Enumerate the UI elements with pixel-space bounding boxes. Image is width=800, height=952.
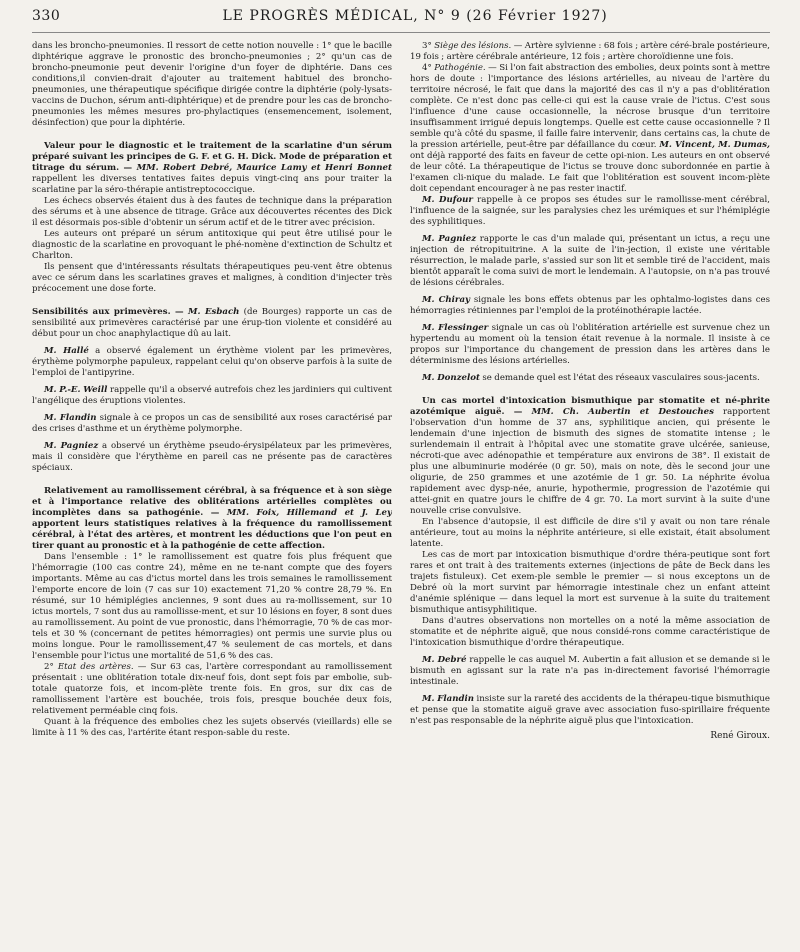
- page-number: 330: [32, 8, 61, 24]
- paragraph: dans les broncho-pneumonies. Il ressort de cette notion nouvelle : 1° que le bacille diphtérique aggrave le pronostic des broncho-pneumonies ; 2° qu'un cas de broncho-pneumonie peut devenir l'origine d'un foyer de diphtérie. Dans ces conditions,il convien-drait d'ajouter au traitement habituel des broncho-pneumonies, une thérapeutique spécifique dirigée contre la diphtérie (poly-lysats-vaccins de Duchon, sérum anti-diphtérique) et de prendre pour les cas de broncho-pneumonies les mêmes mesures pro-phylactiques (ensemencement, isolement, désinfection) que pour la diphtérie.: [32, 41, 392, 128]
- author-names: M. Dufour: [422, 195, 473, 205]
- paragraph: [32, 346, 392, 379]
- author-names: MM. Foix, Hillemand et J. Ley: [226, 508, 392, 518]
- paragraph: [410, 295, 770, 317]
- paragraph: [32, 141, 392, 196]
- text: rappelle qu'il a observé autrefois chez les jardiniers qui cultivent l'angélique des éruptions violentes.: [32, 385, 392, 406]
- text: insiste sur la rareté des accidents de la thérapeu-tique bismuthique et pense que la stomatite aiguë grave avec association fuso-spirillaire fréquente n'est pas responsable de la néphrite aiguë plus que l'intoxication.: [410, 694, 770, 726]
- text: 4°: [422, 63, 435, 73]
- paragraph: Dans d'autres observations non mortelles on a noté la même association de stomatite et de néphrite aiguë, que nous considé-rons comme caractéristique de l'intoxication bismuthique d'ordre thérapeutique.: [410, 616, 770, 648]
- paragraph: [32, 662, 392, 717]
- author-names: M. Pagniez: [44, 441, 99, 451]
- section-heading: Un cas mortel d'intoxication bismuthique par stomatite et né-phrite azotémique aiguë. —: [410, 396, 770, 417]
- paragraph: [32, 385, 392, 407]
- text: rappelle à ce propos ses études sur le ramollisse-ment cérébral, l'influence de la saignée, sur les paralysies chez les urémiques et sur l'hémiplégie des syphilitiques.: [410, 195, 770, 227]
- text: apportent leurs statistiques relatives à la fréquence du ramollissement cérébral, à l'état des artères, et montrent les déductions que l'on peut en tirer quant au pronostic et à la pathogénie de cette affection.: [32, 519, 392, 551]
- author-names: M. Pagniez: [422, 234, 477, 244]
- text: 3°: [422, 41, 435, 51]
- right-column: [410, 41, 770, 750]
- text: — Si l'on fait abstraction des embolies, deux points sont à mettre hors de doute : l'importance des lésions artérielles, au niveau de l'artère du territoire nécrosé, le fait que dans la majorité des cas il n'y a pas d'oblitération complète. Ce n'est donc pas celle-ci qui est la cause vraie de l'ictus. C'est sous l'influence d'une cause occasionnelle, la nécrose brusque d'un territoire insuffisamment irrigué depuis longtemps. Quelle est cette cause occasionnelle ? Il semble qu'à côté du spasme, il faille faire intervenir, dans certains cas, la chute de la pression artérielle, peut-être par défaillance du cœur.: [410, 63, 770, 150]
- text: — Sur 63 cas, l'artère correspondant au ramollissement présentait : une oblitération totale dix-neuf fois, dont sept fois par embolie, sub-totale quatorze fois, et incom-plète trente fois. En gros, sur dix cas de ramollissement l'artère est bouchée, trois fois, presque bouchée deux fois, relativement perméable cinq fois.: [32, 662, 392, 716]
- author-names: M. Donzelot: [422, 373, 480, 383]
- two-column-body: [32, 41, 770, 750]
- paragraph: [410, 694, 770, 727]
- paragraph: En l'absence d'autopsie, il est difficile de dire s'il y avait ou non tare rénale antérieure, tout au moins la néphrite antérieure, si elle existait, était absolument latente.: [410, 517, 770, 549]
- text: rapportent l'observation d'un homme de 37 ans, syphilitique ancien, qui présente le lendemain d'une injection de bismuth des signes de stomatite intense ; le surlendemain il entrait à l'hôpital avec une stomatite grave ulcérée, sanieuse, nécroti-que avec adénopathie et température aux environs de 38°. Il existait de plus une albuminurie modérée (0 gr. 50), mais on note, dès le second jour une oligurie, de 250 grammes et une azotémie de 1 gr. 50. La néphrite évolua rapidement avec dysp-née, anurie, hypothermie, progression de l'azotémie qui attei-gnit en quatre jours le chiffre de 4 gr. 70. La mort survint à la suite d'une nouvelle crise convulsive.: [410, 407, 770, 516]
- author-names: M. P.-E. Weill: [44, 385, 108, 395]
- paragraph: Dans l'ensemble : 1° le ramollissement est quatre fois plus fréquent que l'hémorragie (100 cas contre 24), même en ne te-nant compte que des foyers importants. Même au cas d'ictus mortel dans les trois semaines le ramollissement l'emporte encore de loin (7 cas sur 10) exactement 71,20 % contre 28,79 %. En résumé, sur 10 hémiplégies anciennes, 9 sont dues au ra-mollissement, sur 10 ictus mortels, 7 sont dus au ramollisse-ment, et sur 10 lésions en foyer, 8 sont dues au ramollissement. Au point de vue pronostic, dans l'hémorragie, 70 % de cas mor-tels et 30 % (concernant de petites hémorragies) ont permis une survie plus ou moins longue. Pour le ramollissement,47 % seulement de cas mortels, et dans l'ensemble pour l'ictus une mortalité de 51,6 % des cas.: [32, 552, 392, 661]
- running-header: [32, 8, 770, 33]
- paragraph: [410, 373, 770, 384]
- text: se demande quel est l'état des réseaux vasculaires sous-jacents.: [479, 373, 760, 383]
- text: 2°: [44, 662, 58, 672]
- text: ont déjà rapporté des faits en faveur de cette opi-nion. Les auteurs en ont observé de leur côté. La thérapeutique de l'ictus se trouve donc subordonnée en partie à l'examen cli-nique du malade. Le fait que l'oblitération est souvent incom-plète doit cependant encourager à ne pas rester inactif.: [410, 151, 770, 194]
- author-names: M. Esbach: [188, 307, 240, 317]
- text: signale les bons effets obtenus par les ophtalmo-logistes dans ces hémorragies rétiniennes par l'emploi de la protéinothérapie lactée.: [410, 295, 770, 316]
- paragraph: [32, 413, 392, 435]
- paragraph: Ils pensent que d'intéressants résultats thérapeutiques peu-vent être obtenus avec ce sérum dans les scarlatines graves et malignes, à condition d'injecter très précocement une dose forte.: [32, 262, 392, 294]
- text: a observé un érythème pseudo-érysipélateux par les primevères, mais il considère que l'érythème en pareil cas ne présente pas de caractères spéciaux.: [32, 441, 392, 473]
- author-signature: René Giroux.: [710, 731, 770, 741]
- subheading: Pathogénie.: [434, 63, 486, 73]
- subheading: Etat des artères.: [57, 662, 134, 672]
- author-names: M. Flandin: [422, 694, 474, 704]
- section-heading: Valeur pour le diagnostic et le traitement de la scarlatine d'un sérum préparé suivant les principes de G. F. et G. H. Dick. Mode de préparation et titrage du sérum. —: [32, 141, 392, 173]
- author-names: M. Chiray: [422, 295, 471, 305]
- paragraph: [410, 41, 770, 63]
- subheading: Siège des lésions.: [434, 41, 512, 51]
- text: rapporte le cas d'un malade qui, présentant un ictus, a reçu une injection de rétropituitrine. A la suite de l'in-jection, il existe une véritable résurrection, le malade parle, s'assied sur son lit et semble tiré de l'accident, mais bientôt apparaît le coma suivi de mort le lendemain. A l'autopsie, on n'a pas trouvé de lésions cérébrales.: [410, 234, 770, 288]
- author-names: M. Flessinger: [422, 323, 489, 333]
- section-heading: Sensibilités aux primevères. —: [32, 307, 189, 317]
- author-names: MM. Robert Debré, Maurice Lamy et Henri Bonnet: [136, 163, 392, 173]
- paragraph: Quant à la fréquence des embolies chez les sujets observés (vieillards) elle se limite à 11 % des cas, l'artérite étant respon-sable du reste.: [32, 717, 392, 738]
- text: (de Bourges) rapporte un cas de sensibilité aux primevères caractérisé par une érup-tion violente et considéré au début pour un choc anaphylactique dû au lait.: [32, 307, 392, 339]
- paragraph: Les auteurs ont préparé un sérum antitoxique qui peut être utilisé pour le diagnostic de la scarlatine en provoquant le phé-nomène d'extinction de Schultz et Charlton.: [32, 229, 392, 261]
- author-names: MM. Ch. Aubertin et Destouches: [531, 407, 714, 417]
- author-names: M. Debré: [422, 655, 467, 665]
- paragraph: [410, 323, 770, 367]
- author-names: M. Vincent, M. Dumas,: [659, 140, 770, 150]
- paragraph: [410, 655, 770, 688]
- text: — Artère sylvienne : 68 fois ; artère céré-brale postérieure, 19 fois ; artère cérébrale antérieure, 12 fois ; artère choroïdienne une fois.: [410, 41, 770, 62]
- paragraph: [32, 307, 392, 340]
- text: signale à ce propos un cas de sensibilité aux roses caractérisé par des crises d'asthme et un érythème polymorphe.: [32, 413, 392, 434]
- paragraph: [32, 441, 392, 474]
- running-title: LE PROGRÈS MÉDICAL, N° 9 (26 Février 1927): [222, 8, 608, 24]
- paragraph: [410, 234, 770, 289]
- section-heading: Relativement au ramollissement cérébral, à sa fréquence et à son siège et à l'importance relative des oblitérations artérielles complètes ou incomplètes dans sa pathogénie. —: [32, 486, 392, 518]
- text: rappellent les diverses tentatives faites depuis vingt-cinq ans pour traiter la scarlatine par la séro-thérapie antistreptococcique.: [32, 174, 392, 195]
- paragraph: Les cas de mort par intoxication bismuthique d'ordre théra-peutique sont fort rares et ont trait à des traitements externes (injections de pâte de Beck dans les trajets fistuleux). Cet exem-ple semble le premier — si nous exceptons un de Debré où la mort survint par hémorragie intestinale chez un enfant atteint d'anémie splénique — dans lequel la mort est survenue à la suite du traitement bismuthique antisyphilitique.: [410, 550, 770, 615]
- author-names: M. Flandin: [44, 413, 97, 423]
- author-names: M. Hallé: [44, 346, 89, 356]
- text: rappelle le cas auquel M. Aubertin a fait allusion et se demande si le bismuth en agissant sur la rate n'a pas in-directement favorisé l'hémorragie intestinale.: [410, 655, 770, 687]
- text: signale un cas où l'oblitération artérielle est survenue chez un hypertendu au moment où la tension était revenue à la normale. Il insiste à ce propos sur l'importance du changement de pression dans les artères dans le déterminisme des lésions artérielles.: [410, 323, 770, 366]
- text: a observé également un érythème violent par les primevères, érythème polymorphe papuleux, rappelant celui qu'on observe parfois à la suite de l'emploi de l'antipyrine.: [32, 346, 392, 378]
- paragraph: [410, 195, 770, 228]
- paragraph: [410, 396, 770, 517]
- paragraph: [32, 486, 392, 552]
- paragraph: [410, 63, 770, 195]
- paragraph: Les échecs observés étaient dus à des fautes de technique dans la préparation des sérums et à une absence de titrage. Grâce aux découvertes récentes des Dick il est désormais pos-sible d'obtenir un sérum actif et de le titrer avec précision.: [32, 196, 392, 228]
- left-column: [32, 41, 392, 750]
